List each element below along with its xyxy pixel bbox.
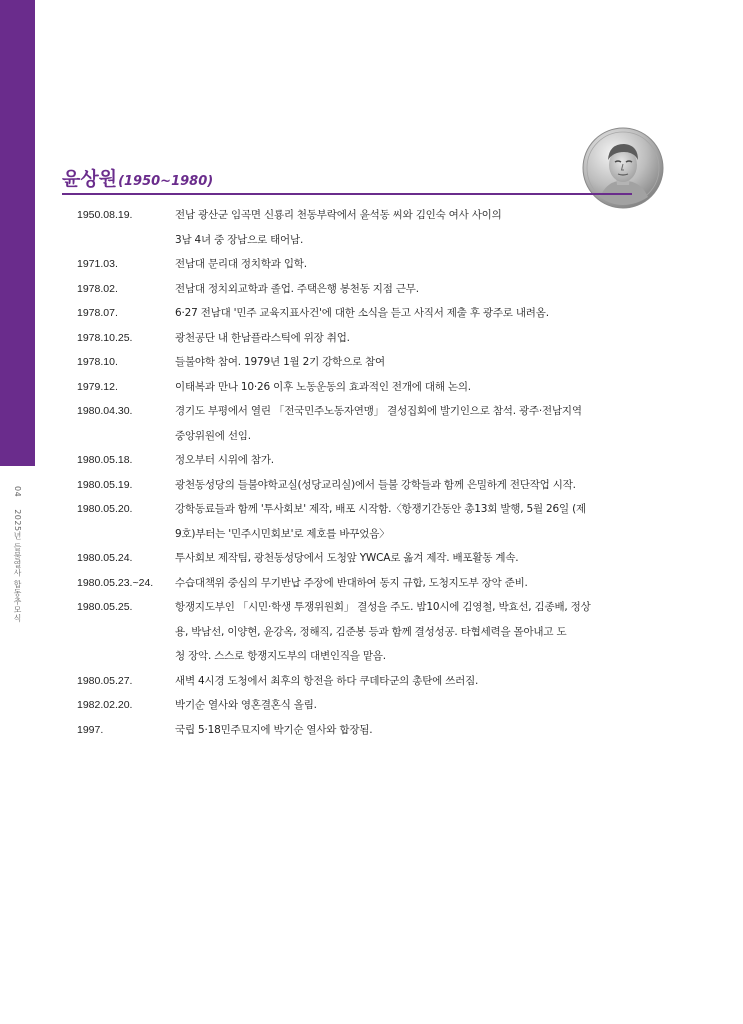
entry-description-line: 용, 박남선, 이양현, 윤강옥, 정해직, 김준봉 등과 함께 결성성공. 타협세력을 몰아내고 도	[175, 625, 567, 638]
entry-description-line: 항쟁지도부인 「시민·학생 투쟁위원회」 결성을 주도. 밤10시에 김영철, 박효선, 김종배, 정상	[175, 601, 591, 613]
entry-description-line: 6·27 전남대 '민주 교육지표사건'에 대한 소식을 듣고 사직서 제출 후 광주로 내려옴.	[175, 307, 549, 319]
entry-description-line: 들불야학 참여. 1979년 1월 2기 강학으로 참여	[175, 356, 385, 368]
entry-description-line: 박기순 열사와 영혼결혼식 올림.	[175, 699, 317, 711]
timeline-entry	[77, 277, 677, 302]
entry-description	[175, 497, 677, 546]
entry-description-line: 전남대 정치외교학과 졸업. 주택은행 봉천동 지점 근무.	[175, 282, 419, 295]
timeline-entry	[77, 669, 677, 694]
life-years: (1950~1980)	[118, 174, 214, 189]
timeline-entry	[77, 326, 677, 351]
entry-date: 1980.05.20.	[77, 503, 133, 515]
entry-description	[175, 277, 677, 302]
timeline-entry	[77, 571, 677, 596]
entry-description-line: 투사회보 제작팀, 광천동성당에서 도청앞 YWCA로 옮겨 제작. 배포활동 계속.	[175, 552, 519, 564]
person-name: 윤상원	[62, 168, 118, 190]
entry-description	[175, 448, 677, 473]
entry-date: 1980.05.19.	[77, 478, 133, 491]
entry-date: 1978.07.	[77, 307, 118, 319]
entry-description	[175, 571, 677, 596]
timeline-entry	[77, 375, 677, 400]
timeline-entry	[77, 203, 677, 252]
entry-description	[175, 473, 677, 498]
entry-description-line: 새벽 4시경 도청에서 최후의 항전을 하다 쿠데타군의 총탄에 쓰러짐.	[175, 674, 479, 687]
entry-description	[175, 252, 677, 277]
entry-date: 1978.10.	[77, 356, 118, 368]
entry-description-line: 9호)부터는 '민주시민회보'로 제호를 바꾸었음〉	[175, 527, 390, 540]
entry-description-line: 전남 광산군 임곡면 신룡리 천동부락에서 윤석동 씨와 김인숙 여사 사이의	[175, 209, 502, 221]
entry-description-line: 청 장악. 스스로 항쟁지도부의 대변인직을 맡음.	[175, 650, 386, 662]
entry-description	[175, 718, 677, 743]
entry-date: 1997.	[77, 723, 104, 736]
entry-description	[175, 301, 677, 326]
entry-description	[175, 326, 677, 351]
entry-date: 1980.04.30.	[77, 405, 133, 417]
entry-description	[175, 350, 677, 375]
timeline-entry	[77, 399, 677, 448]
timeline-entry	[77, 252, 677, 277]
entry-date: 1978.10.25.	[77, 331, 133, 344]
entry-description-line: 경기도 부평에서 열린 「전국민주노동자연맹」 결성집회에 발기인으로 참석. 광주·전남지역	[175, 405, 582, 417]
timeline-entry	[77, 448, 677, 473]
page-number: 04	[13, 486, 22, 498]
timeline-entry	[77, 546, 677, 571]
timeline-list	[77, 203, 677, 742]
entry-description-line: 국립 5·18민주묘지에 박기순 열사와 합장됨.	[175, 723, 373, 736]
entry-description-line: 전남대 문리대 정치학과 입학.	[175, 258, 307, 270]
timeline-entry	[77, 693, 677, 718]
entry-description-line: 3남 4녀 중 장남으로 태어남.	[175, 233, 304, 246]
timeline-entry	[77, 473, 677, 498]
entry-description-line: 수습대책위 중심의 무기반납 주장에 반대하여 동지 규합, 도청지도부 장악 준비.	[175, 576, 528, 589]
entry-description	[175, 595, 677, 669]
publication-title: 2025년 들불열사 합동추모식	[13, 509, 22, 623]
entry-description-line: 광천동성당의 들불야학교실(성당교리실)에서 들불 강학들과 함께 은밀하게 전단작업 시작.	[175, 478, 576, 491]
entry-date: 1980.05.24.	[77, 552, 133, 564]
entry-description-line: 광천공단 내 한남플라스틱에 위장 취업.	[175, 331, 350, 344]
entry-date: 1982.02.20.	[77, 699, 133, 711]
entry-description-line: 이태복과 만나 10·26 이후 노동운동의 효과적인 전개에 대해 논의.	[175, 380, 471, 393]
portrait-medallion-icon	[582, 127, 664, 209]
entry-date: 1979.12.	[77, 380, 118, 393]
entry-description	[175, 693, 677, 718]
timeline-entry	[77, 718, 677, 743]
entry-description	[175, 399, 677, 448]
section-title	[62, 164, 213, 191]
title-divider	[62, 193, 632, 195]
entry-description-line: 정오부터 시위에 참가.	[175, 454, 274, 466]
entry-description	[175, 375, 677, 400]
entry-date: 1971.03.	[77, 258, 118, 270]
entry-date: 1978.02.	[77, 282, 118, 295]
entry-date: 1950.08.19.	[77, 209, 133, 221]
timeline-entry	[77, 301, 677, 326]
entry-date: 1980.05.18.	[77, 454, 133, 466]
entry-date: 1980.05.25.	[77, 601, 133, 613]
timeline-entry	[77, 497, 677, 546]
entry-date: 1980.05.27.	[77, 674, 133, 687]
entry-description	[175, 203, 677, 252]
timeline-entry	[77, 350, 677, 375]
entry-description	[175, 669, 677, 694]
entry-description	[175, 546, 677, 571]
timeline-entry	[77, 595, 677, 669]
side-accent-bar	[0, 0, 35, 466]
entry-description-line: 강학동료들과 함께 '투사회보' 제작, 배포 시작함.〈항쟁기간동안 총13회 발행, 5월 26일 (제	[175, 503, 586, 515]
entry-description-line: 중앙위원에 선임.	[175, 429, 251, 442]
side-caption	[9, 486, 23, 623]
entry-date: 1980.05.23.~24.	[77, 576, 154, 589]
